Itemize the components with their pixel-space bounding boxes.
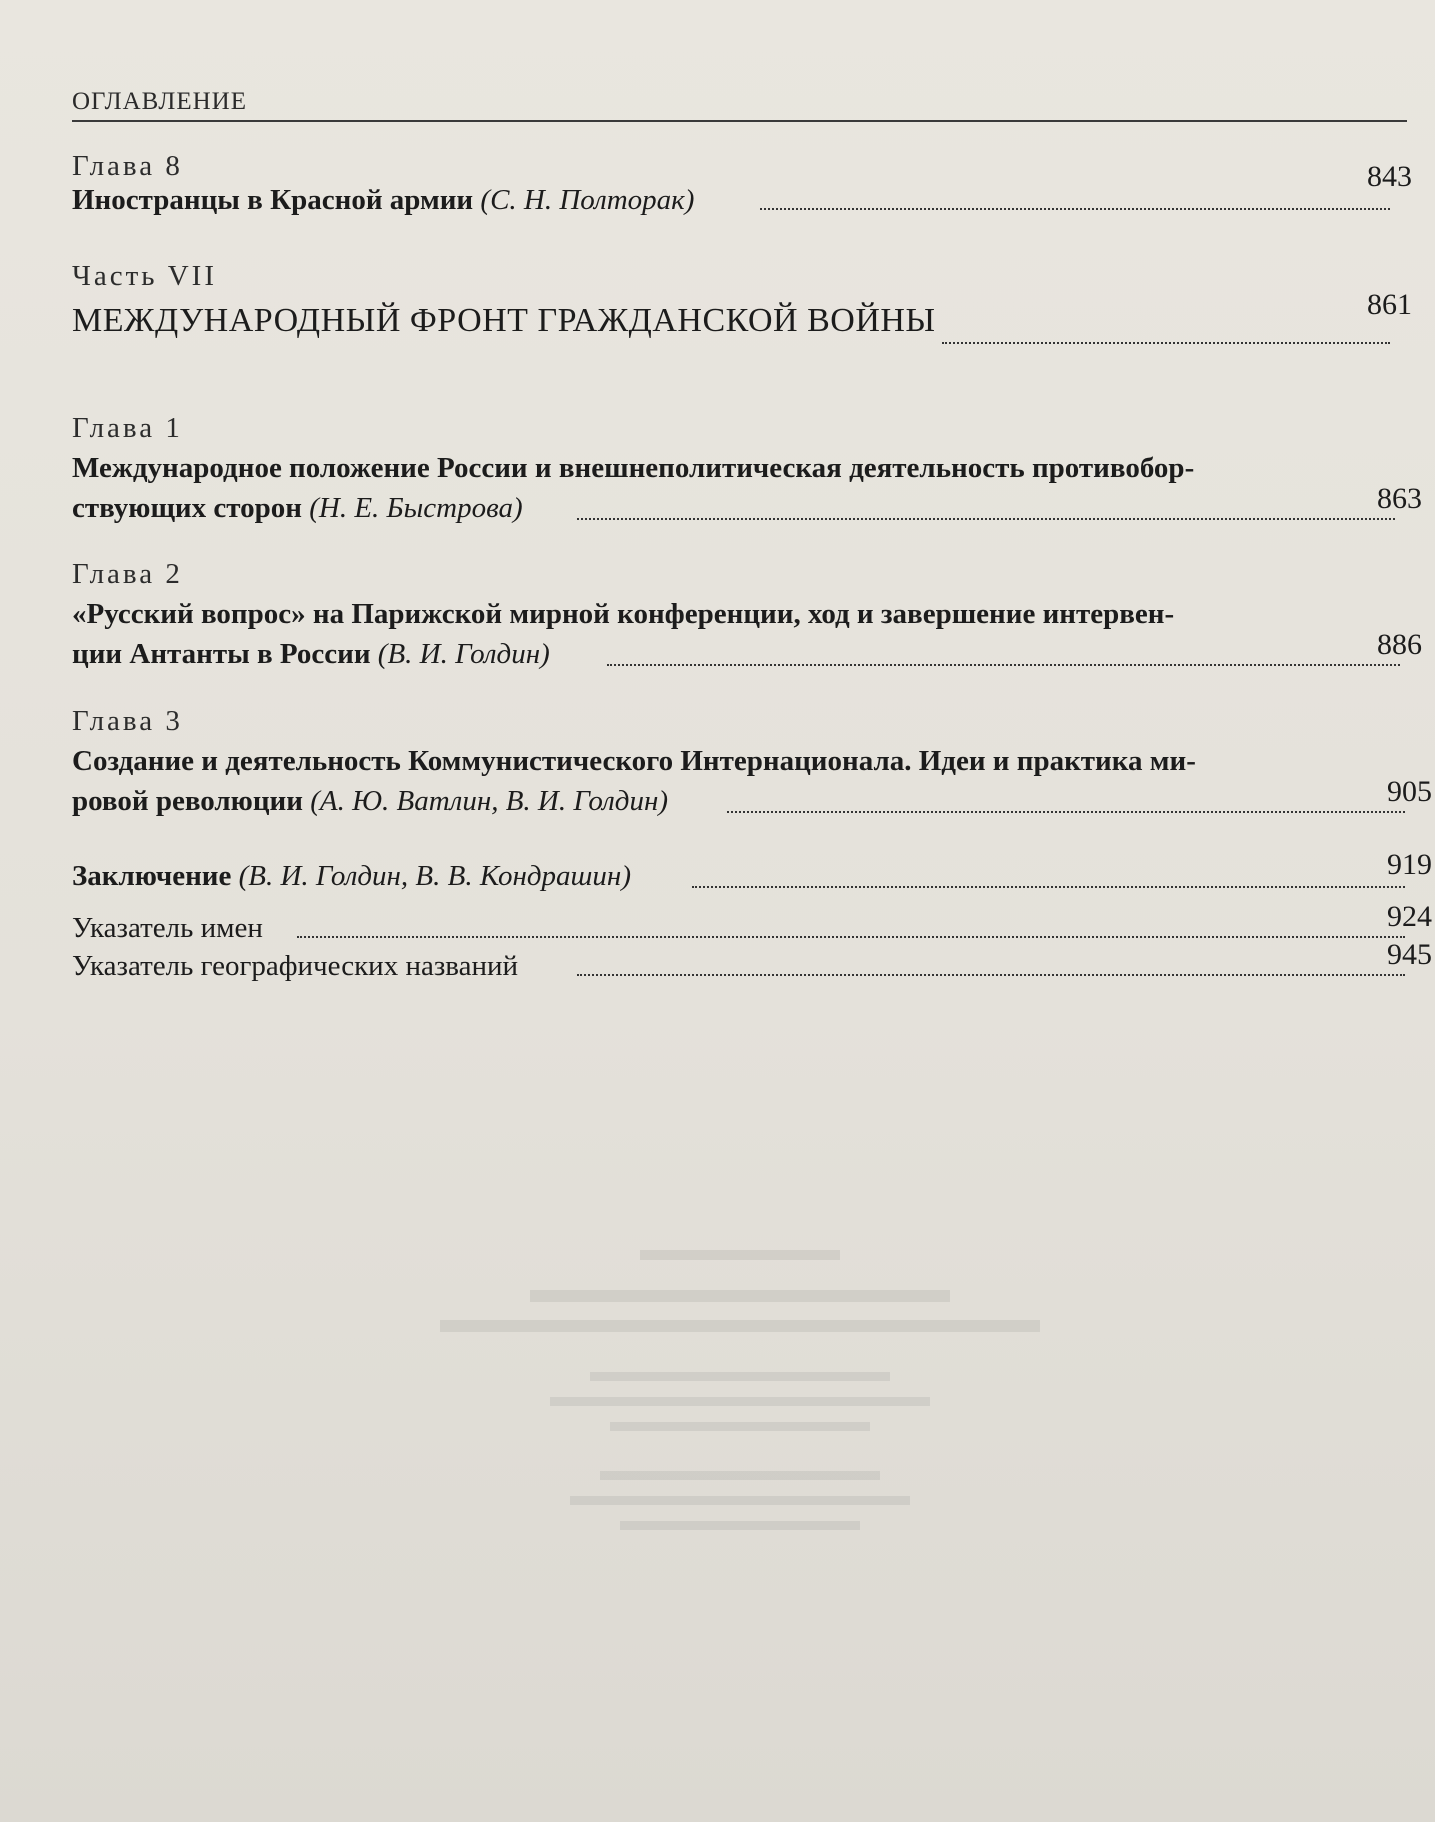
chapter-label: Глава 1 <box>72 412 183 444</box>
page-number: 886 <box>1377 628 1422 661</box>
chapter-label: Глава 2 <box>72 558 183 590</box>
entry-title[interactable]: Иностранцы в Красной армии <box>72 184 474 216</box>
leader-dots <box>297 936 1405 938</box>
show-through-text <box>420 1250 1060 1530</box>
page-number: 905 <box>1387 775 1432 808</box>
entry-title-line1[interactable]: «Русский вопрос» на Парижской мирной конференции, ход и завершение интервен- <box>72 598 1175 630</box>
page-number: 924 <box>1387 900 1432 933</box>
toc-entry-ch3 <box>72 705 1432 817</box>
entry-title[interactable]: Заключение <box>72 860 232 892</box>
leader-dots <box>607 664 1400 666</box>
entry-title-line2[interactable]: ции Антанты в России <box>72 638 371 670</box>
leader-dots <box>577 974 1405 976</box>
entry-title-line2[interactable]: ствующих сторон <box>72 492 302 524</box>
chapter-label: Глава 3 <box>72 705 183 737</box>
entry-title-line1[interactable]: Международное положение России и внешнеполитическая деятельность противобор- <box>72 452 1195 484</box>
leader-dots <box>727 811 1405 813</box>
page-number: 945 <box>1387 938 1432 971</box>
entry-author: (С. Н. Полторак) <box>480 184 695 216</box>
leader-dots <box>942 342 1390 344</box>
part-title[interactable]: МЕЖДУНАРОДНЫЙ ФРОНТ ГРАЖДАНСКОЙ ВОЙНЫ <box>72 302 936 339</box>
part-label: Часть VII <box>72 260 217 292</box>
toc-header <box>72 88 1407 122</box>
chapter-label: Глава 8 <box>72 150 183 182</box>
entry-author: (В. И. Голдин) <box>377 638 550 670</box>
toc-entry-ch1 <box>72 412 1432 524</box>
toc-header-title: ОГЛАВЛЕНИЕ <box>72 88 247 115</box>
entry-title-line2[interactable]: ровой революции <box>72 785 303 817</box>
entry-author: (Н. Е. Быстрова) <box>309 492 523 524</box>
toc-entry-ch2 <box>72 558 1432 670</box>
page-number: 863 <box>1377 482 1422 515</box>
page-number: 843 <box>1367 160 1412 193</box>
entry-title[interactable]: Указатель имен <box>72 912 263 944</box>
leader-dots <box>760 208 1390 210</box>
entry-title-line1[interactable]: Создание и деятельность Коммунистического Интернационала. Идеи и практика ми- <box>72 745 1196 777</box>
page-number: 861 <box>1367 288 1412 321</box>
toc-entry-part7 <box>72 260 1432 339</box>
page-number: 919 <box>1387 848 1432 881</box>
entry-author: (А. Ю. Ватлин, В. И. Голдин) <box>310 785 669 817</box>
leader-dots <box>577 518 1395 520</box>
entry-author: (В. И. Голдин, В. В. Кондрашин) <box>238 860 631 892</box>
toc-entry-ch8 <box>72 150 1432 216</box>
leader-dots <box>692 886 1405 888</box>
entry-title[interactable]: Указатель географических названий <box>72 950 519 982</box>
